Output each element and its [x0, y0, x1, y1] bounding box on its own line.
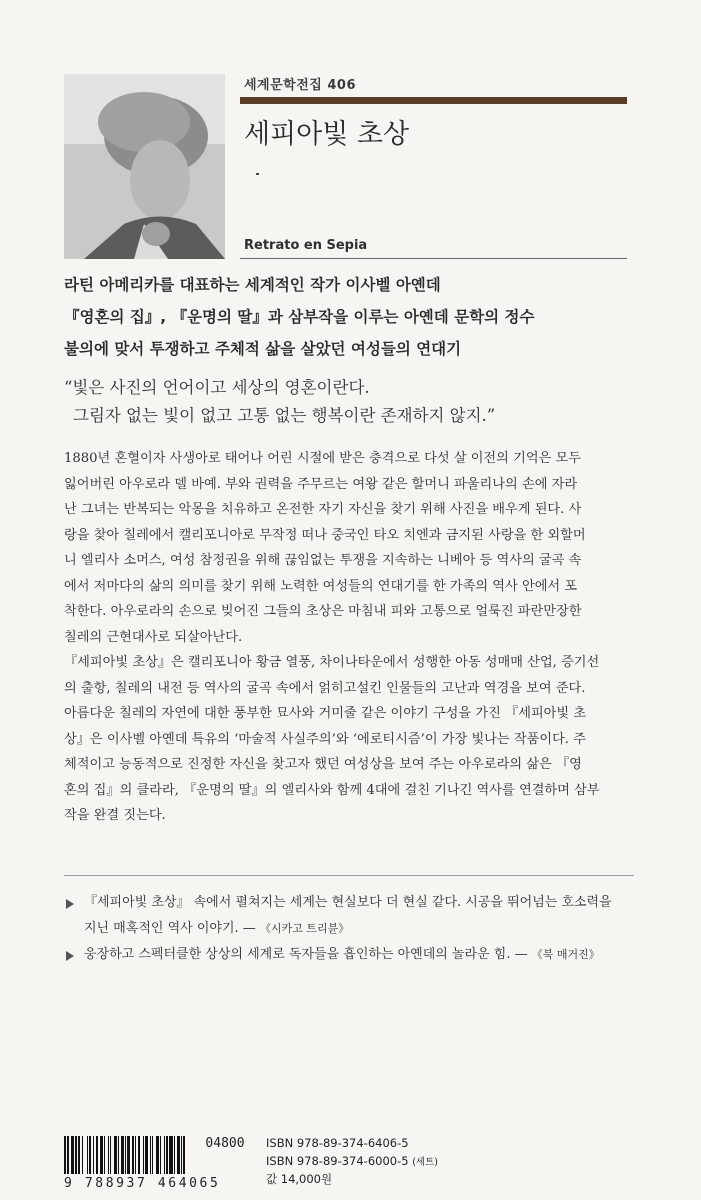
body-line: 에서 저마다의 삶의 의미를 찾기 위해 노력한 여성들의 연대기를 한 가족의 역사 안에서 포: [64, 578, 578, 594]
section-divider: [64, 875, 634, 876]
quote-line: 그림자 없는 빛이 없고 고통 없는 행복이란 존재하지 않지.”: [73, 406, 496, 425]
review-text: 지닌 매혹적인 역사 이야기. —: [84, 921, 260, 936]
body-line: 착한다. 아우로라의 손으로 빚어진 그들의 초상은 마침내 피와 고통으로 얼룩진 파란만장한: [64, 604, 582, 619]
review-source: 《북 매거진》: [531, 948, 600, 961]
subtitle-rule: [240, 258, 627, 259]
barcode-addon-digits: 04800: [196, 1136, 254, 1152]
body-line: 『세피아빛 초상』은 캘리포니아 황금 열풍, 차이나타운에서 성행한 아동 성매매 산업, 증기선: [64, 655, 600, 670]
barcode-digits: 9 788937 464065: [64, 1176, 221, 1191]
original-title: Retrato en Sepia: [244, 238, 368, 253]
triangle-bullet-icon: [66, 951, 74, 961]
reviews-block: [64, 890, 639, 968]
price: 값 14,000원: [266, 1172, 333, 1186]
headline-line: 불의에 맞서 투쟁하고 주체적 삶을 살았던 여성들의 연대기: [64, 340, 462, 358]
isbn-block: [266, 1134, 438, 1188]
isbn-line: ISBN 978-89-374-6000-5: [266, 1154, 409, 1168]
review-text-continued: [84, 916, 639, 942]
body-line: 1880년 혼혈이자 사생아로 태어나 어린 시절에 받은 충격으로 다섯 살 이전의 기억은 모두: [64, 451, 581, 466]
description-text: [64, 446, 638, 829]
body-line: 잃어버린 아우로라 델 바예. 부와 권력을 주무르는 여왕 같은 할머니 파울리나의 손에 자라: [64, 476, 578, 492]
review-source: 《시카고 트리뷴》: [259, 922, 350, 935]
isbn-set-note: (세트): [412, 1157, 438, 1168]
body-line: 혼의 집』의 클라라, 『운명의 딸』의 엘리사와 함께 4대에 걸친 기나긴 역사를 연결하며 삼부: [64, 782, 600, 798]
book-title: 세피아빛 초상: [244, 119, 410, 150]
body-line: 작을 완결 짓는다.: [64, 808, 166, 823]
barcode-bar: [185, 1136, 186, 1174]
body-line: 칠레의 근현대사로 되살아난다.: [64, 629, 243, 645]
body-line: 체적이고 능동적으로 진정한 자신을 찾고자 했던 여성상을 보여 주는 아우로라의 삶은 『영: [64, 757, 582, 772]
decorative-dot: [256, 173, 259, 175]
review-text: 『세피아빛 초상』 속에서 펼쳐지는 세계는 현실보다 더 현실 같다. 시공을 뛰어넘는 호소력을: [84, 895, 612, 910]
isbn-set-line: [266, 1152, 438, 1170]
headline-line: 『영혼의 집』, 『운명의 딸』과 삼부작을 이루는 아옌데 문학의 정수: [64, 308, 535, 326]
review-text: 웅장하고 스펙터클한 상상의 세계로 독자들을 흡인하는 아옌데의 놀라운 힘. —: [84, 947, 532, 962]
body-line: 난 그녀는 반복되는 악몽을 치유하고 온전한 자기 자신을 찾기 위해 사진을 배우게 된다. 사: [64, 502, 582, 517]
body-line: 아름다운 칠레의 자연에 대한 풍부한 묘사와 거미줄 같은 이야기 구성을 가진 『세피아빛 초: [64, 706, 587, 721]
isbn-line: ISBN 978-89-374-6406-5: [266, 1136, 409, 1150]
triangle-bullet-icon: [66, 899, 74, 909]
body-line: 니 엘리사 소머스, 여성 참정권을 위해 끊임없는 투쟁을 지속하는 니베아 등 역사의 굴곡 속: [64, 553, 582, 568]
review-item: [64, 890, 639, 942]
headline-block: [64, 272, 634, 368]
title-rule: [240, 97, 627, 104]
quote-line: “빛은 사진의 언어이고 세상의 영혼이란다.: [64, 378, 370, 397]
review-text-continued: [84, 942, 639, 968]
body-line: 상』은 이사벨 아옌데 특유의 ‘마술적 사실주의’와 ‘에로티시즘’이 가장 빛나는 작품이다. 주: [64, 731, 586, 747]
author-photo: [64, 74, 225, 259]
body-line: 의 출항, 칠레의 내전 등 역사의 굴곡 속에서 얽히고설킨 인물들의 고난과 역경을 보여 준다.: [64, 680, 586, 696]
headline-line: 라틴 아메리카를 대표하는 세계적인 작가 이사벨 아옌데: [64, 276, 441, 294]
review-item: [64, 942, 639, 968]
series-label: 세계문학전집 406: [244, 78, 357, 93]
author-portrait-image: [64, 74, 225, 259]
quote-block: [64, 374, 644, 430]
body-line: 랑을 찾아 칠레에서 캘리포니아로 무작정 떠나 중국인 타오 치엔과 금지된 사랑을 한 외할머: [64, 527, 586, 543]
